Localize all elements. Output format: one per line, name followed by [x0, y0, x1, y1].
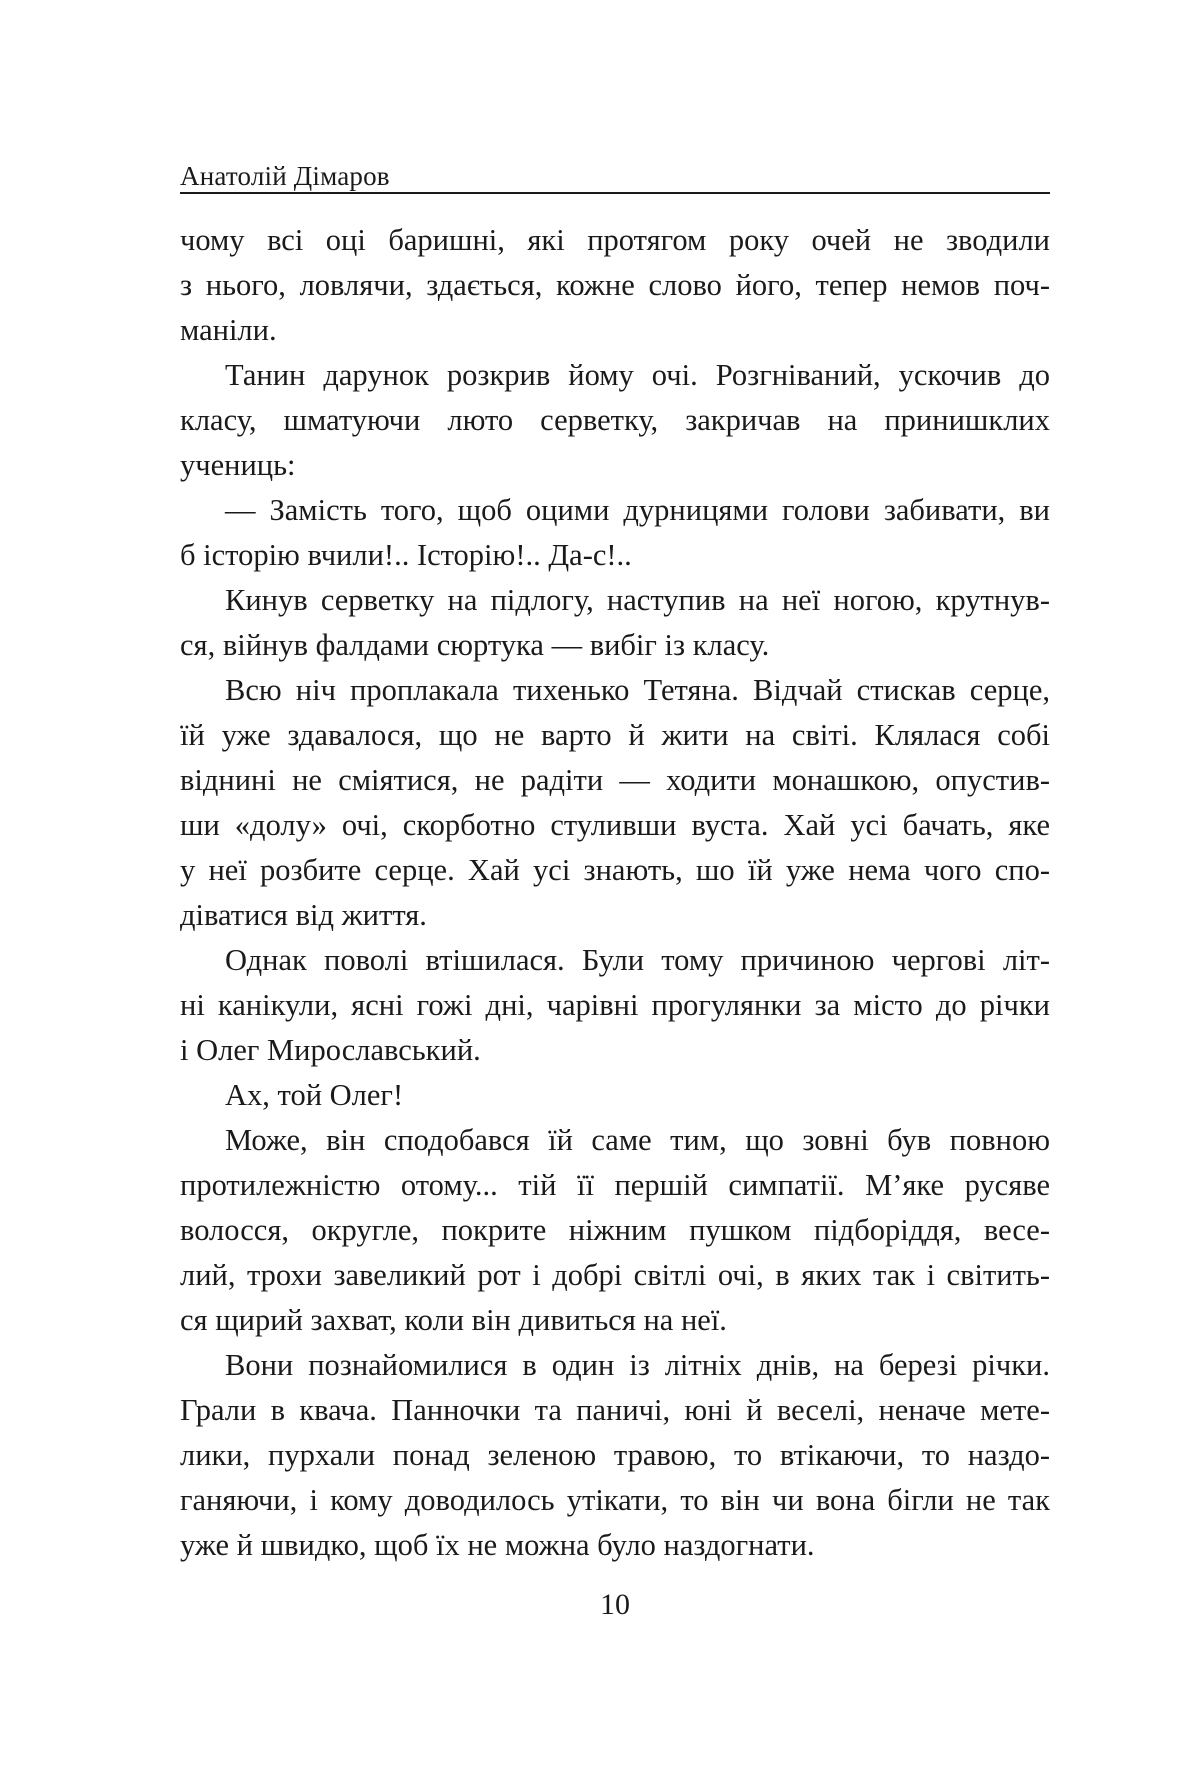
text-line: ся щирий захват, коли він дивиться на неї. [180, 1303, 727, 1337]
text-line: лий, трохи завеликий рот і добрі світлі очі, в яких так і світить- [180, 1258, 1050, 1292]
text-line: ся, війнув фалдами сюртука — вибіг із класу. [180, 628, 770, 662]
text-line: волосся, округле, покрите ніжним пушком підборіддя, весе- [180, 1213, 1050, 1247]
text-line: б історію вчили!.. Історію!.. Да-с!.. [180, 538, 632, 572]
text-line: Вони познайомилися в один із літніх днів, на березі річки. [225, 1348, 1050, 1382]
text-line: класу, шматуючи люто серветку, закричав на принишклих [180, 403, 1050, 437]
text-line: ні канікули, ясні гожі дні, чарівні прогулянки за місто до річки [180, 988, 1050, 1022]
text-line: Ах, той Олег! [225, 1078, 404, 1112]
header-rule [180, 192, 1050, 194]
text-line: Всю ніч проплакала тихенько Тетяна. Відчай стискав серце, [225, 673, 1050, 707]
text-line: маніли. [180, 313, 277, 347]
text-line: Грали в квача. Панночки та паничі, юні й веселі, неначе мете- [180, 1393, 1050, 1427]
text-line: з нього, ловлячи, здається, кожне слово його, тепер немов поч- [180, 268, 1050, 302]
text-line: Танин дарунок розкрив йому очі. Розгніваний, ускочив до [225, 358, 1050, 392]
text-line: чому всі оці баришні, які протягом року очей не зводили [180, 223, 1050, 257]
text-line: протилежністю отому... тій її першій симпатії. М’яке русяве [180, 1168, 1050, 1202]
running-head-author: Анатолій Дімаров [180, 161, 390, 191]
text-line: лики, пурхали понад зеленою травою, то втікаючи, то наздо- [180, 1438, 1050, 1472]
text-line: уже й швидко, щоб їх не можна було наздогнати. [180, 1528, 815, 1562]
text-line: Однак поволі втішилася. Були тому причиною чергові літ- [225, 943, 1050, 977]
body-text [180, 218, 1050, 1568]
text-line: ши «долу» очі, скорботно стуливши вуста. Хай усі бачать, яке [180, 808, 1050, 842]
text-line: ганяючи, і кому доводилось утікати, то він чи вона бігли не так [180, 1483, 1050, 1517]
text-line: віднині не сміятися, не радіти — ходити монашкою, опустив- [180, 763, 1050, 797]
text-line: Може, він сподобався їй саме тим, що зовні був повною [225, 1123, 1050, 1157]
text-line: Кинув серветку на підлогу, наступив на неї ногою, крутнув- [225, 583, 1050, 617]
page-number: 10 [600, 1588, 630, 1621]
text-line: їй уже здавалося, що не варто й жити на світі. Клялася собі [180, 718, 1050, 752]
text-line: у неї розбите серце. Хай усі знають, шо їй уже нема чого спо- [180, 853, 1050, 887]
text-line: і Олег Мирославський. [180, 1033, 481, 1067]
text-line: діватися від життя. [180, 898, 427, 932]
text-line: — Замість того, щоб оцими дурницями голови забивати, ви [225, 493, 1050, 527]
text-line: учениць: [180, 448, 296, 482]
